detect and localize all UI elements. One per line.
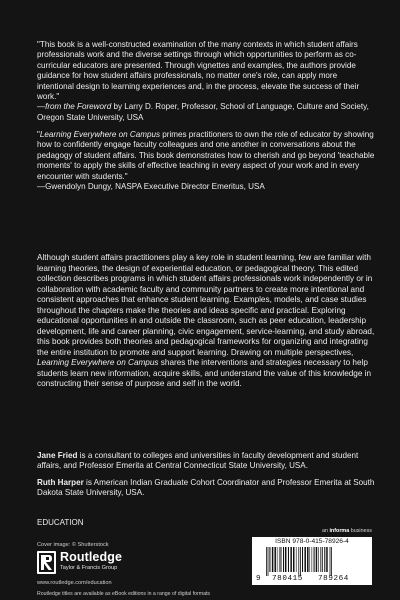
barcode-bar bbox=[285, 547, 287, 572]
barcode-bar bbox=[304, 547, 306, 572]
barcode-bars bbox=[265, 547, 369, 576]
quote-text: "This book is a well-constructed examination of the many contexts in which student affairs professionals work and the diverse settings through which opportunities to perform as co-curricular educators are presented. Through vignettes and examples, the authors provide guidance for how student affairs professionals, no matter one's role, can apply more intentional design to learning experiences and, in the process, elevate the success of their work." bbox=[37, 40, 360, 102]
publisher-logo bbox=[37, 549, 157, 579]
barcode-bar bbox=[280, 547, 281, 572]
quote-attribution-source: from the Foreword bbox=[45, 102, 112, 112]
barcode-bar bbox=[283, 547, 284, 572]
quote-attribution: by Larry D. Roper, Professor, School of Language, Culture and Society, Oregon State University, USA bbox=[37, 102, 369, 122]
barcode-bar bbox=[266, 547, 267, 576]
barcode-bar bbox=[314, 547, 315, 572]
barcode-bar bbox=[320, 547, 321, 572]
barcode-bar bbox=[309, 547, 310, 572]
endorsement-quote-dungy bbox=[37, 130, 375, 192]
barcode-bar bbox=[277, 547, 278, 572]
publisher-group: Taylor & Francis Group bbox=[60, 565, 118, 571]
quote-text: primes practitioners to own the role of educator by showing how to confidently engage faculty colleagues and one another in conversations about the pedagogy of student affairs. This book demonstrates how to cherish and go beyond 'teachable moments' to apply the skills of effective teaching in every aspect of your work and in every encounter with students." bbox=[37, 130, 375, 181]
quote-book-title: Learning Everywhere on Campus bbox=[39, 130, 160, 139]
quote-open-mark: " bbox=[37, 130, 40, 139]
informa-suffix: business bbox=[349, 528, 372, 534]
description-text-part1: Although student affairs practitioners play a key role in student learning, few are familiar with learning theories, the design of experiential education, or pedagogical theory. This edited collection describes programs in which student affairs professionals work independently or in collaboration with academic faculty and community partners to create more intentional and consistent approaches that enhance student learning. Examples, models, and case studies throughout the chapters make the theories and ideas specific and practical. Exploring educational opportunities in and outside the classroom, such as peer education, leadership development, life and career planning, civic engagement, service-learning, and study abroad, this book provides both theories and pedagogical frameworks for organizing and integrating the entire institution to promote and support learning. Drawing on multiple perspectives, bbox=[37, 253, 375, 357]
barcode-digits bbox=[252, 575, 372, 585]
barcode-bar bbox=[268, 547, 269, 576]
ebook-availability-note: Routledge titles are available as eBook editions in a range of digital formats bbox=[37, 591, 211, 597]
barcode-bar bbox=[293, 547, 295, 572]
author-name: Ruth Harper bbox=[37, 478, 84, 487]
barcode-bar bbox=[269, 547, 270, 572]
book-description bbox=[37, 253, 375, 390]
barcode-bar bbox=[316, 547, 318, 572]
barcode-bar bbox=[312, 547, 313, 572]
endorsement-quote-roper bbox=[37, 40, 375, 123]
author-bio-text: is American Indian Graduate Cohort Coordinator and Professor Emerita at South Dakota State University, USA. bbox=[37, 478, 375, 498]
description-text-part2: shares the interventions and strategies necessary to help students learn new information, acquire skills, and understand the value of this knowledge in constructing their sense of purpose and self in the world. bbox=[37, 358, 372, 388]
barcode-bar bbox=[298, 547, 299, 576]
informa-name: informa bbox=[329, 528, 350, 534]
description-book-title: Learning Everywhere on Campus bbox=[37, 358, 159, 367]
routledge-emblem-icon bbox=[37, 551, 56, 574]
barcode-left-digits: 780415 bbox=[272, 575, 303, 583]
informa-prefix: an bbox=[321, 528, 330, 534]
barcode-bar bbox=[290, 547, 292, 572]
informa-business-label bbox=[252, 528, 372, 534]
subject-category: EDUCATION bbox=[37, 518, 84, 527]
barcode-right-digits: 789264 bbox=[318, 575, 349, 583]
barcode-bar bbox=[322, 547, 323, 572]
cover-image-credit: Cover image: © Shutterstock bbox=[37, 542, 109, 548]
barcode-bar bbox=[279, 547, 280, 572]
barcode-bar bbox=[302, 547, 303, 572]
barcode-bar bbox=[272, 547, 274, 572]
publisher-url: www.routledge.com/education bbox=[37, 580, 112, 586]
barcode-bar bbox=[274, 547, 276, 572]
isbn-barcode bbox=[252, 537, 372, 585]
barcode-bar bbox=[331, 547, 332, 576]
isbn-number: ISBN 978-0-415-78926-4 bbox=[275, 538, 349, 545]
barcode-bar bbox=[330, 547, 331, 576]
barcode-bar bbox=[326, 547, 328, 572]
barcode-bar bbox=[296, 547, 297, 572]
barcode-bar bbox=[324, 547, 325, 572]
barcode-bar bbox=[300, 547, 301, 576]
barcode-first-digit: 9 bbox=[256, 575, 261, 583]
author-name: Jane Fried bbox=[37, 451, 78, 460]
author-bio-harper bbox=[37, 478, 375, 499]
quote-attribution: —Gwendolyn Dungy, NASPA Executive Director Emeritus, USA bbox=[37, 182, 265, 192]
quote-attribution-prefix: — bbox=[37, 102, 46, 112]
author-bio-fried bbox=[37, 451, 375, 472]
barcode-bar bbox=[288, 547, 289, 572]
author-bio-text: is a consultant to colleges and universities in faculty development and student affairs, and Professor Emerita at Central Connecticut State University, USA. bbox=[37, 451, 359, 471]
publisher-name: Routledge bbox=[60, 550, 123, 564]
barcode-bar bbox=[318, 547, 319, 572]
barcode-bar bbox=[307, 547, 309, 572]
